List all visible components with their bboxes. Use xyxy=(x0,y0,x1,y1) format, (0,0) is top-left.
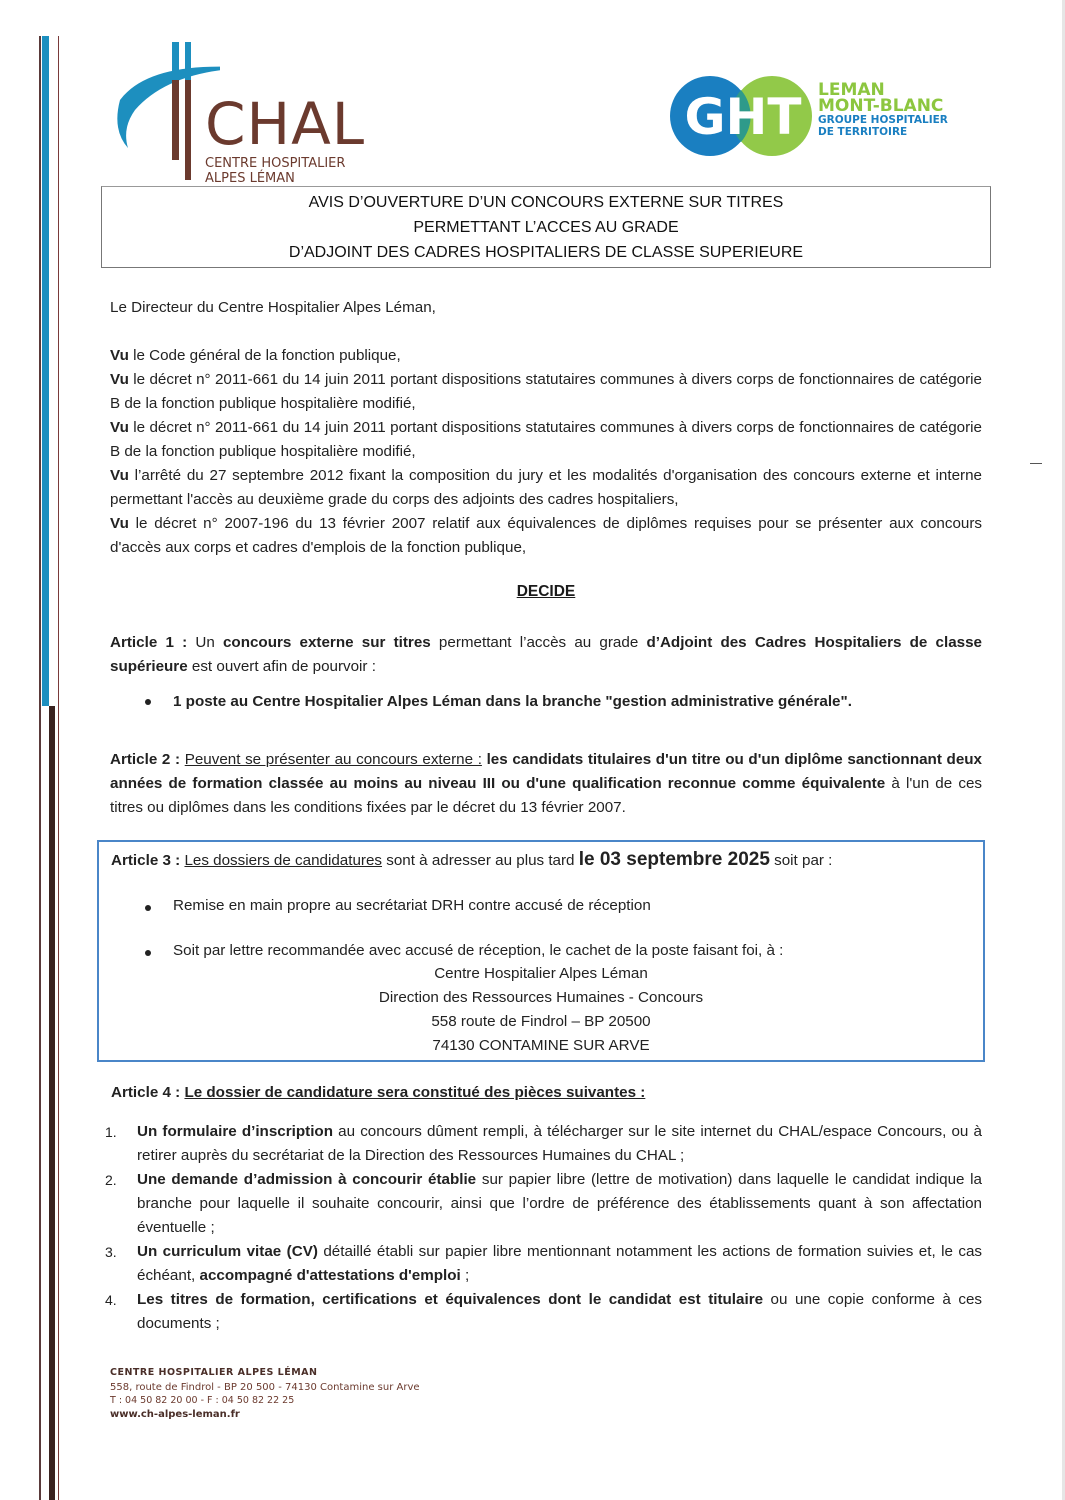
address-line: 558 route de Findrol – BP 20500 xyxy=(431,1013,651,1030)
margin-tick-mark xyxy=(1030,463,1042,464)
title-line-1: AVIS D’OUVERTURE D’UN CONCOURS EXTERNE SUR TITRES xyxy=(308,194,784,211)
ght-line-4: DE TERRITOIRE xyxy=(818,126,908,138)
address-line: Direction des Ressources Humaines - Concours xyxy=(378,989,704,1006)
title-line-2: PERMETTANT L’ACCES AU GRADE xyxy=(413,219,679,236)
article-1: Article 1 : Un concours externe sur titres permettant l’accès au grade d’Adjoint des Cadres Hospitaliers de classe supérieure est ouvert afin de pourvoir : xyxy=(110,634,983,675)
article-4: Article 4 : Le dossier de candidature sera constitué des pièces suivantes : xyxy=(111,1084,646,1101)
pieces-list-item: 4. Les titres de formation, certifications et équivalences dont le candidat est titulaire ou une copie conforme à ces documents ; xyxy=(105,1291,982,1332)
chal-swoosh-icon xyxy=(110,40,220,185)
ght-line-2: MONT-BLANC xyxy=(818,96,944,116)
article-4-label: Article 4 : xyxy=(111,1084,181,1101)
ght-logo xyxy=(668,76,958,156)
left-margin-line xyxy=(39,36,41,1500)
visa-item: Vu l’arrêté du 27 septembre 2012 fixant la composition du jury et les modalités d'organisation des concours externe et interne permettant l'accès au deuxième grade du corps des adjoints des cadres hospitaliers, xyxy=(110,467,982,508)
article-2: Article 2 : Peuvent se présenter au concours externe : les candidats titulaires d'un titre ou d'un diplôme sanctionnant deux années de formation classée au moins au niveau III ou d'une qualification reconnue comme équivalente à l'un de ces titres ou diplômes dans les conditions fixées par le décret du 13 février 2007. xyxy=(110,751,982,816)
article-3-label: Article 3 : xyxy=(111,852,181,869)
address-line: 74130 CONTAMINE SUR ARVE xyxy=(432,1037,650,1054)
ght-circles-icon xyxy=(668,76,818,156)
chal-logo-subtitle-2: ALPES LÉMAN xyxy=(205,171,295,186)
document-title-box xyxy=(101,186,991,268)
pieces-list-item: 2. Une demande d’admission à concourir établie sur papier libre (lettre de motivation) dans laquelle le candidat indique la branche pour laquelle il souhaite concourir, ainsi que l’ordre de préférence des établissements quant à son affectation éventuelle ; xyxy=(105,1171,982,1236)
chal-logo-name: CHAL xyxy=(205,90,366,158)
footer-phone: T : 04 50 82 20 00 - F : 04 50 82 22 25 xyxy=(110,1395,295,1406)
left-margin-line-inner xyxy=(58,36,59,1500)
pieces-list xyxy=(105,1120,982,1336)
deadline-date: le 03 septembre 2025 xyxy=(578,849,770,870)
article-1-label: Article 1 : xyxy=(110,634,188,651)
ght-line-1: LEMAN xyxy=(818,80,885,100)
footer-website-link[interactable]: www.ch-alpes-leman.fr xyxy=(110,1409,240,1420)
bullet-icon xyxy=(145,699,151,705)
left-margin-brown-bar xyxy=(49,706,55,1500)
address-line: Centre Hospitalier Alpes Léman xyxy=(434,965,648,982)
visa-item: Vu le décret n° 2011-661 du 14 juin 2011 portant dispositions statutaires communes à divers corps de fonctionnaires de catégorie B de la fonction publique hospitalière modifié, xyxy=(110,419,982,460)
ght-line-3: GROUPE HOSPITALIER xyxy=(818,114,948,126)
chal-logo xyxy=(110,40,370,185)
visa-item: Vu le décret n° 2007-196 du 13 février 2007 relatif aux équivalences de diplômes requises pour se présenter aux concours d'accès aux corps et cadres d'emplois de la fonction publique, xyxy=(110,515,982,556)
mailing-address xyxy=(97,962,985,1058)
bullet-icon xyxy=(145,950,151,956)
article-2-label: Article 2 : xyxy=(110,751,181,768)
pieces-list-item: 3. Un curriculum vitae (CV) détaillé établi sur papier libre mentionnant notamment les actions de formation suivies et, le cas échéant, accompagné d'attestations d'emploi ; xyxy=(105,1243,982,1284)
left-margin-blue-bar xyxy=(42,36,49,706)
article-3-bullet-2: Soit par lettre recommandée avec accusé de réception, le cachet de la poste faisant foi, à : xyxy=(173,942,784,959)
footer-address: 558, route de Findrol - BP 20 500 - 74130 Contamine sur Arve xyxy=(110,1382,420,1393)
title-line-3: D’ADJOINT DES CADRES HOSPITALIERS DE CLASSE SUPERIEURE xyxy=(288,244,804,261)
bullet-icon xyxy=(145,905,151,911)
decide-heading: DECIDE xyxy=(516,583,576,600)
visa-item: Vu le décret n° 2011-661 du 14 juin 2011 portant dispositions statutaires communes à divers corps de fonctionnaires de catégorie B de la fonction publique hospitalière modifié, xyxy=(110,371,982,412)
footer-org: CENTRE HOSPITALIER ALPES LÉMAN xyxy=(110,1367,318,1378)
article-3-bullet-1: Remise en main propre au secrétariat DRH contre accusé de réception xyxy=(173,897,651,914)
intro-line: Le Directeur du Centre Hospitalier Alpes Léman, xyxy=(110,299,436,316)
visa-item: Vu le Code général de la fonction publique, xyxy=(110,347,401,364)
pieces-list-item: 1. Un formulaire d’inscription au concours dûment rempli, à télécharger sur le site internet du CHAL/espace Concours, ou à retirer auprès du secrétariat de la Direction des Ressources Humaines du CHAL ; xyxy=(105,1123,982,1164)
article-1-bullet: 1 poste au Centre Hospitalier Alpes Léman dans la branche "gestion administrative générale". xyxy=(173,693,852,710)
article-3: Article 3 : Les dossiers de candidatures sont à adresser au plus tard le 03 septembre 2025 soit par : xyxy=(111,849,833,870)
footer xyxy=(110,1365,420,1423)
visas-block xyxy=(110,344,982,560)
chal-logo-subtitle-1: CENTRE HOSPITALIER xyxy=(205,156,346,171)
svg-text:GHT: GHT xyxy=(684,88,802,146)
